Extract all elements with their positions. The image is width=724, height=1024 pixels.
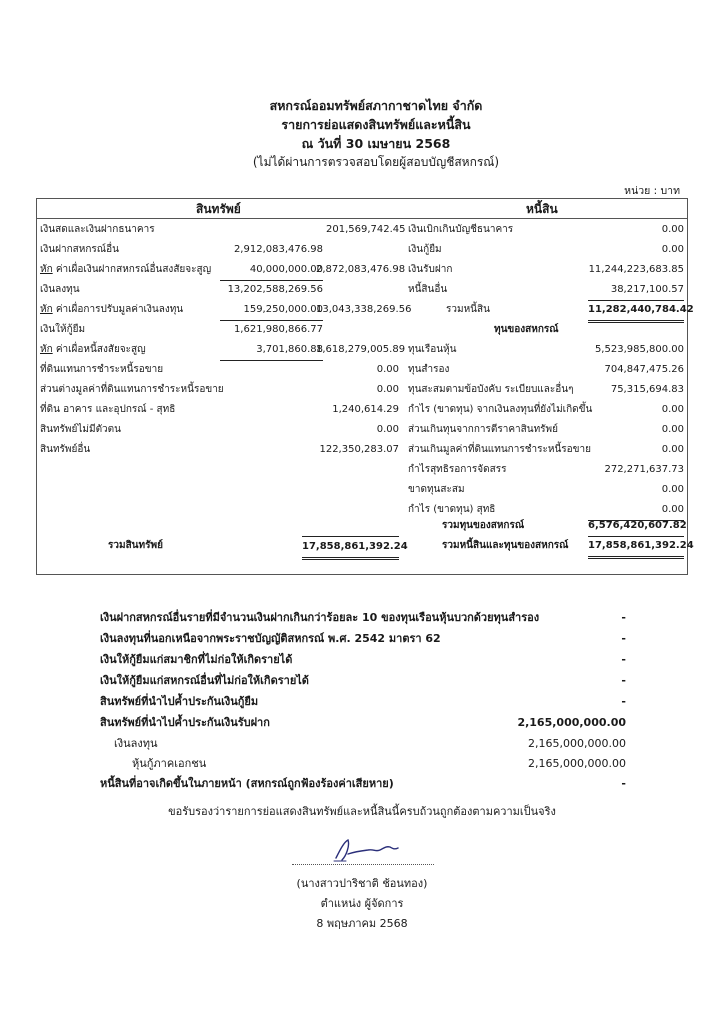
liability-label: หนี้สินอื่น [408, 284, 448, 295]
note-label: เงินให้กู้ยืมแก่สมาชิกที่ไม่ก่อให้เกิดรายได้ [100, 653, 293, 666]
asset-amount2: 0.00 [376, 424, 399, 435]
equity-label: ทุนเรือนหุ้น [408, 344, 457, 355]
note-value: - [621, 653, 626, 666]
note-value: - [621, 695, 626, 708]
signatory-date: 8 พฤษภาคม 2568 [316, 917, 408, 930]
report-title: รายการย่อแสดงสินทรัพย์และหนี้สิน [281, 117, 471, 132]
header-divider [37, 218, 687, 219]
equity-row [408, 460, 686, 480]
grand-total-row [408, 536, 694, 556]
equity-label: ส่วนเกินมูลค่าที่ดินแทนการชำระหนี้รอขาย [408, 444, 591, 455]
grand-total-label: รวมหนี้สินและทุนของสหกรณ์ [442, 540, 569, 551]
equity-row [408, 480, 686, 500]
less-prefix: หัก [40, 304, 53, 315]
asset-row [40, 360, 402, 380]
equity-label: ส่วนเกินทุนจากการตีราคาสินทรัพย์ [408, 424, 558, 435]
asset-label: ส่วนต่างมูลค่าที่ดินแทนการชำระหนี้รอขาย [40, 384, 224, 395]
note-row [100, 629, 630, 649]
equity-amount: 704,847,475.26 [604, 364, 684, 375]
asset-amount2: 201,569,742.45 [326, 224, 406, 235]
asset-amount1: 3,701,860.88 [220, 340, 323, 361]
assets-total-value: 17,858,861,392.24 [302, 536, 399, 560]
asset-amount2: 0.00 [376, 364, 399, 375]
asset-label: สินทรัพย์ไม่มีตัวตน [40, 424, 122, 435]
audit-note: (ไม่ได้ผ่านการตรวจสอบโดยผู้สอบบัญชีสหกรณ์) [252, 155, 500, 169]
asset-amount2: 13,043,338,269.56 [316, 304, 412, 315]
asset-amount1: 159,250,000.00 [220, 300, 323, 321]
equity-amount: 0.00 [661, 484, 684, 495]
equity-label: ขาดทุนสะสม [408, 484, 465, 495]
assets-total-row [40, 536, 408, 556]
equity-amount: 0.00 [661, 404, 684, 415]
asset-amount2: 2,872,083,476.98 [316, 264, 406, 275]
note-row [100, 734, 630, 754]
asset-label: สินทรัพย์อื่น [40, 444, 91, 455]
asset-amount1: 1,621,980,866.77 [233, 324, 323, 335]
equity-row [408, 440, 686, 460]
equity-amount: 272,271,637.73 [604, 464, 684, 475]
note-row [100, 713, 630, 733]
signatory-name: (นางสาวปาริชาติ ช้อนทอง) [296, 877, 428, 890]
note-row [100, 671, 630, 691]
asset-label: เงินให้กู้ยืม [40, 324, 86, 335]
asset-label-text: ค่าเผื่อหนี้สงสัยจะสูญ [52, 344, 146, 355]
equity-row [408, 360, 686, 380]
note-label: เงินให้กู้ยืมแก่สหกรณ์อื่นที่ไม่ก่อให้เกิดรายได้ [100, 674, 309, 687]
asset-label [40, 260, 225, 280]
liabilities-total-value: 11,282,440,784.42 [588, 300, 684, 323]
note-row [100, 650, 630, 670]
asset-label-text: ค่าเผื่อการปรับมูลค่าเงินลงทุน [52, 304, 184, 315]
liability-row [408, 240, 686, 260]
note-label: หนี้สินที่อาจเกิดขึ้นในภายหน้า (สหกรณ์ถูกฟ้องร้องค่าเสียหาย) [100, 777, 394, 790]
note-value: 2,165,000,000.00 [517, 716, 626, 729]
liabilities-heading: หนี้สิน [526, 202, 558, 216]
note-label: เงินฝากสหกรณ์อื่นรายที่มีจำนวนเงินฝากเกินกว่าร้อยละ 10 ของทุนเรือนหุ้นบวกด้วยทุนสำรอง [100, 611, 540, 624]
org-name: สหกรณ์ออมทรัพย์สภากาชาดไทย จำกัด [269, 98, 483, 113]
signatory-position: ตำแหน่ง ผู้จัดการ [320, 897, 404, 910]
unit-label: หน่วย : บาท [624, 185, 680, 197]
note-row [100, 692, 630, 712]
note-label: สินทรัพย์ที่นำไปค้ำประกันเงินรับฝาก [100, 716, 270, 729]
signature-image [330, 836, 410, 864]
note-label: เงินลงทุน [114, 737, 158, 750]
liability-amount: 0.00 [661, 224, 684, 235]
note-value: - [621, 674, 626, 687]
note-label: สินทรัพย์ที่นำไปค้ำประกันเงินกู้ยืม [100, 695, 259, 708]
report-header [0, 96, 724, 172]
less-prefix: หัก [40, 264, 53, 275]
asset-row [40, 340, 406, 360]
equity-amount: 0.00 [661, 444, 684, 455]
liability-amount: 11,244,223,683.85 [588, 264, 684, 275]
certification-text: ขอรับรองว่ารายการย่อแสดงสินทรัพย์และหนี้สินนี้ครบถ้วนถูกต้องตามความเป็นจริง [168, 805, 556, 818]
equity-heading-row [408, 320, 686, 340]
note-value: 2,165,000,000.00 [528, 757, 626, 770]
equity-total-label: รวมทุนของสหกรณ์ [442, 520, 525, 531]
liability-row [408, 260, 686, 280]
less-prefix: หัก [40, 344, 53, 355]
asset-label [40, 300, 220, 320]
equity-heading: ทุนของสหกรณ์ [494, 324, 559, 335]
note-value: - [621, 611, 626, 624]
asset-amount2: 1,618,279,005.89 [316, 344, 406, 355]
note-label: เงินลงทุนที่นอกเหนือจากพระราชบัญญัติสหกรณ์ พ.ศ. 2542 มาตรา 62 [100, 632, 441, 645]
equity-row [408, 340, 686, 360]
equity-row [408, 400, 686, 420]
liability-row [408, 280, 686, 300]
note-row [100, 608, 630, 628]
equity-label: ทุนสำรอง [408, 364, 450, 375]
note-row [100, 754, 630, 774]
note-value: - [621, 777, 626, 790]
assets-heading: สินทรัพย์ [196, 202, 241, 216]
asset-amount1: 40,000,000.00 [220, 260, 323, 281]
equity-amount: 75,315,694.83 [610, 384, 684, 395]
asset-label: เงินลงทุน [40, 284, 80, 295]
equity-label: กำไร (ขาดทุน) จากเงินลงทุนที่ยังไม่เกิดขึ้น [408, 404, 593, 415]
grand-total-value: 17,858,861,392.24 [588, 536, 684, 559]
equity-label: กำไรสุทธิรอการจัดสรร [408, 464, 507, 475]
report-date: ณ วันที่ 30 เมษายน 2568 [301, 136, 451, 151]
signature-line [292, 864, 434, 865]
asset-row [40, 440, 402, 460]
asset-row [40, 220, 406, 240]
asset-amount2: 1,240,614.29 [332, 404, 399, 415]
equity-total-row [408, 516, 686, 536]
equity-amount: 0.00 [661, 424, 684, 435]
liability-amount: 0.00 [661, 244, 684, 255]
liability-row [408, 220, 686, 240]
asset-row [40, 320, 402, 340]
asset-label: ที่ดิน อาคาร และอุปกรณ์ - สุทธิ [40, 404, 176, 415]
asset-amount2: 122,350,283.07 [319, 444, 399, 455]
asset-amount2: 0.00 [376, 384, 399, 395]
note-value: - [621, 632, 626, 645]
assets-total-label: รวมสินทรัพย์ [108, 540, 163, 551]
asset-label-text: ค่าเผื่อเงินฝากสหกรณ์อื่นสงสัยจะสูญ [52, 264, 212, 275]
liabilities-total-row [408, 300, 694, 320]
equity-row [408, 420, 686, 440]
equity-label: กำไร (ขาดทุน) สุทธิ [408, 504, 496, 515]
asset-label: ที่ดินแทนการชำระหนี้รอขาย [40, 364, 164, 375]
asset-amount1: 13,202,588,269.56 [227, 284, 323, 295]
asset-row [40, 420, 402, 440]
asset-row [40, 240, 402, 260]
equity-amount: 5,523,985,800.00 [594, 344, 684, 355]
equity-row [408, 380, 686, 400]
liabilities-total-label: รวมหนี้สิน [446, 304, 490, 315]
equity-total-value: 6,576,420,607.82 [588, 516, 684, 537]
note-value: 2,165,000,000.00 [528, 737, 626, 750]
asset-row [40, 280, 402, 300]
asset-row [40, 300, 412, 320]
liability-label: เงินรับฝาก [408, 264, 453, 275]
liability-amount: 38,217,100.57 [588, 280, 684, 301]
liability-label: เงินเบิกเกินบัญชีธนาคาร [408, 224, 514, 235]
asset-label: เงินฝากสหกรณ์อื่น [40, 244, 119, 255]
equity-amount: 0.00 [588, 500, 684, 521]
asset-row [40, 380, 402, 400]
asset-row [40, 260, 406, 280]
asset-label: เงินสดและเงินฝากธนาคาร [40, 224, 155, 235]
asset-label [40, 340, 230, 360]
asset-row [40, 400, 402, 420]
liability-label: เงินกู้ยืม [408, 244, 442, 255]
note-label: หุ้นกู้ภาคเอกชน [132, 757, 207, 770]
note-row [100, 774, 630, 794]
asset-amount1: 2,912,083,476.98 [233, 244, 323, 255]
equity-label: ทุนสะสมตามข้อบังคับ ระเบียบและอื่นๆ [408, 384, 574, 395]
